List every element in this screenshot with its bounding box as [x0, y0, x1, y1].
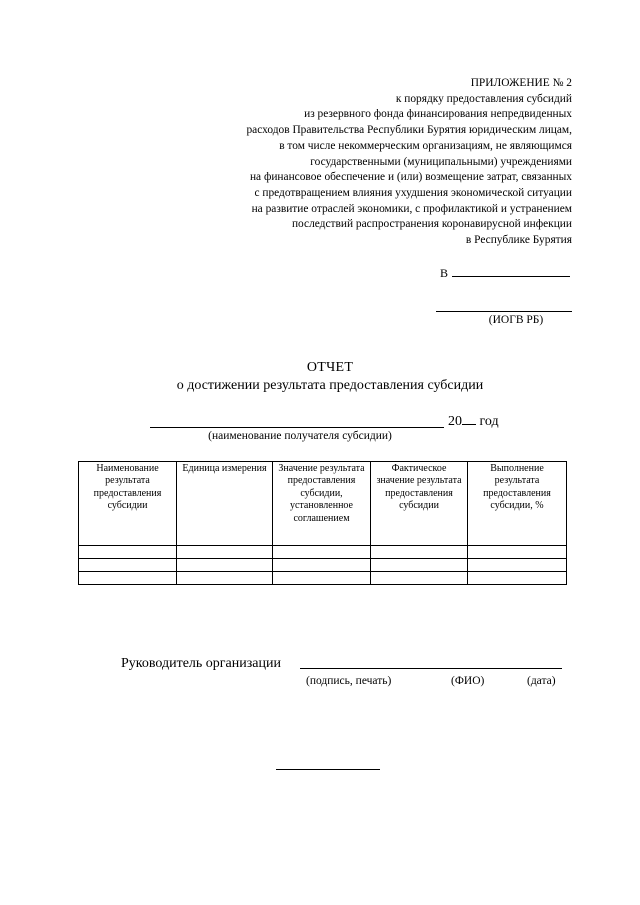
addressee-org-blank-field[interactable]	[436, 311, 572, 312]
table-cell[interactable]	[273, 559, 371, 572]
table-cell[interactable]	[273, 546, 371, 559]
table-cell[interactable]	[177, 546, 273, 559]
column-header: Фактическое значение результата предоставления субсидии	[371, 462, 468, 546]
table-cell[interactable]	[177, 559, 273, 572]
appendix-line: в Республике Бурятия	[465, 234, 572, 247]
appendix-line: с предотвращением влияния ухудшения экономической ситуации	[254, 186, 572, 199]
column-header: Значение результата предоставления субсидии, установленное соглашением	[273, 462, 371, 546]
year-blank-field[interactable]	[462, 412, 476, 425]
table-cell[interactable]	[468, 546, 567, 559]
table-cell[interactable]	[79, 546, 177, 559]
signature-blank-field[interactable]	[300, 668, 562, 669]
table-cell[interactable]	[468, 572, 567, 585]
report-subtitle: о достижении результата предоставления субсидии	[176, 378, 484, 393]
appendix-line: на финансовое обеспечение и (или) возмещение затрат, связанных	[249, 171, 572, 184]
recipient-blank-field[interactable]	[150, 414, 444, 428]
appendix-header	[152, 76, 572, 249]
year-word: год	[479, 414, 499, 429]
signature-label: Руководитель организации	[121, 656, 281, 671]
recipient-caption: (наименование получателя субсидии)	[208, 430, 392, 442]
column-header: Наименование результата предоставления субсидии	[79, 462, 177, 546]
addressee-prefix: В	[440, 266, 449, 280]
table-header-row	[79, 462, 567, 546]
report-title: ОТЧЕТ	[306, 360, 354, 375]
appendix-line: в том числе некоммерческим организациям, не являющимся	[279, 139, 572, 152]
table-row	[79, 572, 567, 585]
table-row	[79, 559, 567, 572]
fio-caption: (ФИО)	[451, 675, 485, 687]
appendix-line: последствий распространения коронавирусной инфекции	[291, 218, 572, 231]
addressee-blank-field[interactable]	[452, 265, 570, 277]
addressee-caption: (ИОГВ РБ)	[488, 314, 544, 326]
appendix-line: на развитие отраслей экономики, с профилактикой и устранением	[251, 202, 572, 215]
date-caption: (дата)	[527, 675, 556, 687]
appendix-line: из резервного фонда финансирования непредвиденных	[304, 108, 572, 121]
table-cell[interactable]	[371, 559, 468, 572]
table-cell[interactable]	[79, 559, 177, 572]
table-cell[interactable]	[468, 559, 567, 572]
year-number: 20	[448, 414, 462, 429]
appendix-line: расходов Правительства Республики Бурятия юридическим лицам,	[246, 124, 572, 137]
footer-rule	[276, 769, 380, 770]
results-table	[78, 461, 567, 585]
appendix-line: государственными (муниципальными) учреждениями	[310, 155, 572, 168]
table-row	[79, 546, 567, 559]
table-cell[interactable]	[79, 572, 177, 585]
addressee-line	[440, 265, 570, 281]
column-header: Единица измерения	[177, 462, 273, 546]
table-cell[interactable]	[371, 572, 468, 585]
signature-caption: (подпись, печать)	[306, 675, 392, 687]
table-cell[interactable]	[273, 572, 371, 585]
table-cell[interactable]	[177, 572, 273, 585]
appendix-line: ПРИЛОЖЕНИЕ № 2	[470, 77, 572, 89]
appendix-line: к порядку предоставления субсидий	[395, 92, 572, 105]
column-header: Выполнение результата предоставления субсидии, %	[468, 462, 567, 546]
table-cell[interactable]	[371, 546, 468, 559]
report-year	[448, 412, 499, 430]
